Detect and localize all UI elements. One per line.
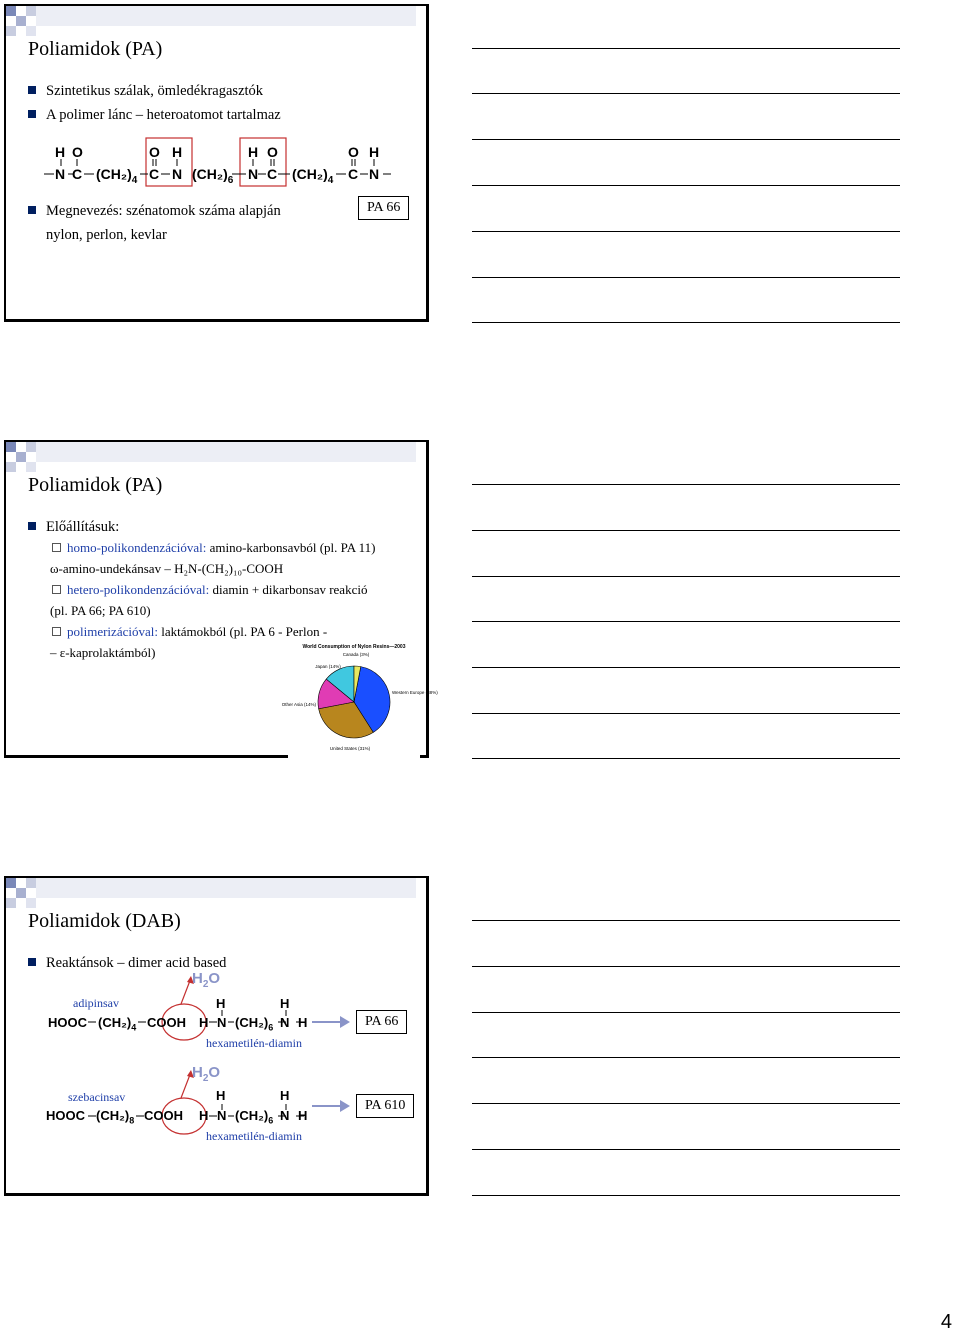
page-number: 4 [940,1311,952,1333]
note-line [472,920,900,921]
ch2-group: $(CH_2)_6$ [235,1108,274,1126]
note-line [472,1195,900,1196]
atom-n: N [280,1108,290,1123]
atom-n: N [280,1015,290,1030]
group-ch2: $(CH_2)_6$ [192,166,234,186]
bullet-item: A polimer lánc – heteroatomot tartalmaz [28,104,281,126]
nylon-consumption-pie-chart [281,638,438,758]
atom-n: N [217,1108,227,1123]
note-line [472,667,900,668]
hooc-group: HOOC [46,1108,85,1123]
note-line [472,484,900,485]
note-line [472,966,900,967]
atom-o: O [72,144,83,160]
atom-h: H [369,144,380,160]
atom-n: N [217,1015,227,1030]
atom-h: H [298,1015,308,1030]
note-line [472,576,900,577]
atom-o: O [267,144,278,160]
atom-h: H [199,1015,209,1030]
atom-h: H [199,1108,209,1123]
atom-h: H [216,1088,226,1103]
note-line [472,93,900,94]
note-line [472,277,900,278]
bullet-square-icon [28,958,36,966]
product-pa66: PA 66 [356,1010,407,1034]
chart-title: World Consumption of Nylon Resins—2003 [302,644,406,650]
note-line [472,139,900,140]
atom-h: H [172,144,183,160]
ch2-group: $(CH_2)_6$ [235,1015,274,1033]
atom-h: H [298,1108,308,1123]
pie-label: Japan (14%) [315,664,341,669]
bullet-item: Előállításuk: [28,516,119,538]
note-line [472,322,900,323]
checkbox-bullet-icon [52,543,61,552]
bullet-item: Megnevezés: szénatomok száma alapján [28,200,281,222]
atom-c: C [348,166,359,182]
slide-1 [4,4,429,322]
atom-o: O [348,144,359,160]
pie-label: Other Asia (14%) [281,702,316,707]
bullet-square-icon [28,522,36,530]
bullet-square-icon [28,110,36,118]
pa66-tag: PA 66 [358,196,409,220]
note-line [472,1012,900,1013]
note-line [472,1103,900,1104]
hooc-group: HOOC [48,1015,87,1030]
atom-h: H [55,144,66,160]
atom-h: H [280,996,290,1011]
amine-label: hexametilén-diamin [206,1036,302,1050]
atom-c: C [267,166,278,182]
checkbox-bullet-icon [52,585,61,594]
slide-title: Poliamidok (PA) [28,474,163,496]
atom-c: C [149,166,160,182]
sub-item: hetero-polikondenzációval: diamin + dikarbonsav reakció [52,580,367,600]
note-line [472,530,900,531]
note-line [472,1057,900,1058]
corner-decoration [6,442,426,472]
bullet-square-icon [28,206,36,214]
example-line: (pl. PA 66; PA 610) [50,603,151,618]
note-line [472,621,900,622]
sub-item: polimerizációval: laktámokból (pl. PA 6 - Perlon - [52,622,327,642]
group-ch2: $(CH_2)_4$ [96,166,138,186]
corner-decoration [6,878,426,908]
bullet-item: Reaktánsok – dimer acid based [28,952,226,974]
slide-3 [4,876,429,1196]
atom-h: H [216,996,226,1011]
ch2-group: $(CH_2)_4$ [98,1015,137,1033]
note-line [472,1149,900,1150]
atom-h: H [280,1088,290,1103]
atom-h: H [248,144,259,160]
note-line [472,48,900,49]
note-line [472,185,900,186]
atom-n: N [55,166,66,182]
pie-label: United States (31%) [329,746,371,751]
slide-2 [4,440,438,758]
atom-o: O [149,144,160,160]
atom-n: N [172,166,183,182]
atom-c: C [72,166,83,182]
cooh-group: COOH [144,1108,183,1123]
acid-label: szebacinsav [68,1090,126,1104]
bullet-square-icon [28,86,36,94]
formula-line: ω-amino-undekánsav – H₂N-(CH₂)₁₀-COOH [50,561,284,576]
cooh-group: COOH [147,1015,186,1030]
water-molecule: $H_2O$ [192,970,221,990]
slide-title: Poliamidok (DAB) [28,910,181,932]
note-line [472,758,900,759]
product-pa610: PA 610 [356,1094,414,1118]
bullet-item: Szintetikus szálak, ömledékragasztók [28,80,263,102]
pie-label: Western Europe (38%) [392,690,438,695]
example-line: – ε-kaprolaktámból) [50,645,156,660]
corner-decoration [6,6,426,36]
naming-examples: nylon, perlon, kevlar [46,227,167,243]
slide-title: Poliamidok (PA) [28,38,163,60]
pie-label: Canada (3%) [342,652,370,657]
note-line [472,231,900,232]
amine-label: hexametilén-diamin [206,1129,302,1143]
checkbox-bullet-icon [52,627,61,636]
group-ch2: $(CH_2)_4$ [292,166,334,186]
acid-label: adipinsav [73,996,119,1010]
ch2-group: $(CH_2)_8$ [96,1108,135,1126]
water-molecule: $H_2O$ [192,1064,221,1084]
atom-n: N [369,166,380,182]
sub-item: homo-polikondenzációval: amino-karbonsavból (pl. PA 11) [52,538,375,558]
atom-n: N [248,166,259,182]
note-line [472,713,900,714]
